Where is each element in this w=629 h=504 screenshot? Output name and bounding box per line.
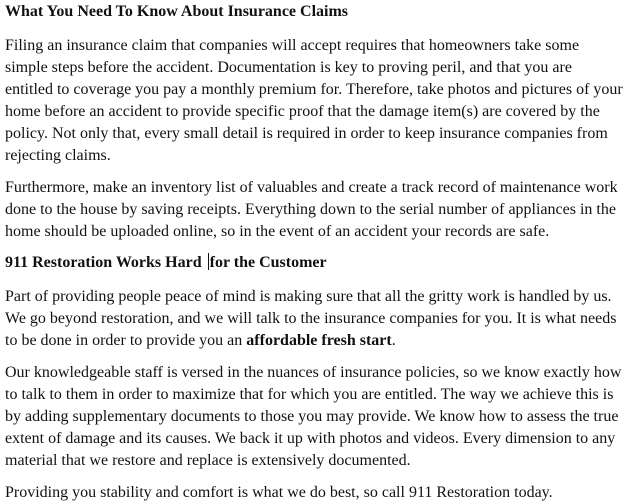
affordable-fresh-start-emphasis: affordable fresh start	[246, 332, 392, 349]
paragraph-knowledgeable-staff: Our knowledgeable staff is versed in the nuances of insurance policies, so we know exactly how to talk to them in order to maximize that for which you are entitled. The way we achieve this is by adding supplementary documents to those you may provide. We know how to assess the true extent of damage and its causes. We back it up with photos and videos. Every dimension to any material that we restore and replace is extensively documented.	[5, 364, 622, 469]
paragraph-peace-of-mind	[5, 286, 623, 352]
paragraph-peace-of-mind-text: Part of providing people peace of mind is making sure that all the gritty work is handled by us. We go beyond restoration, and we will talk to the insurance companies for you. It is what needs to be done in order to provide you an	[5, 288, 617, 349]
paragraph-documentation: Filing an insurance claim that companies will accept requires that homeowners take some simple steps before the accident. Documentation is key to proving peril, and that you are entitled to coverage you pay a monthly premium for. Therefore, take photos and pictures of your home before an accident to provide specific proof that the damage item(s) are covered by the policy. Not only that, every small detail is required in order to keep insurance companies from rejecting claims.	[5, 37, 623, 164]
section-heading	[5, 253, 623, 273]
section-heading-part1: 911 Restoration Works Hard	[5, 254, 206, 271]
paragraph-inventory: Furthermore, make an inventory list of valuables and create a track record of maintenance work done to the house by saving receipts. Everything down to the serial number of appliances in the home should be uploaded online, so in the event of an accident your records are safe.	[5, 179, 618, 240]
paragraph-closing: Providing you stability and comfort is what we do best, so call 911 Restoration today.	[5, 484, 553, 501]
paragraph-peace-of-mind-end: .	[391, 332, 396, 349]
article-title: What You Need To Know About Insurance Claims	[5, 3, 349, 20]
text-cursor	[208, 253, 209, 270]
section-heading-part2: for the Customer	[209, 254, 327, 271]
